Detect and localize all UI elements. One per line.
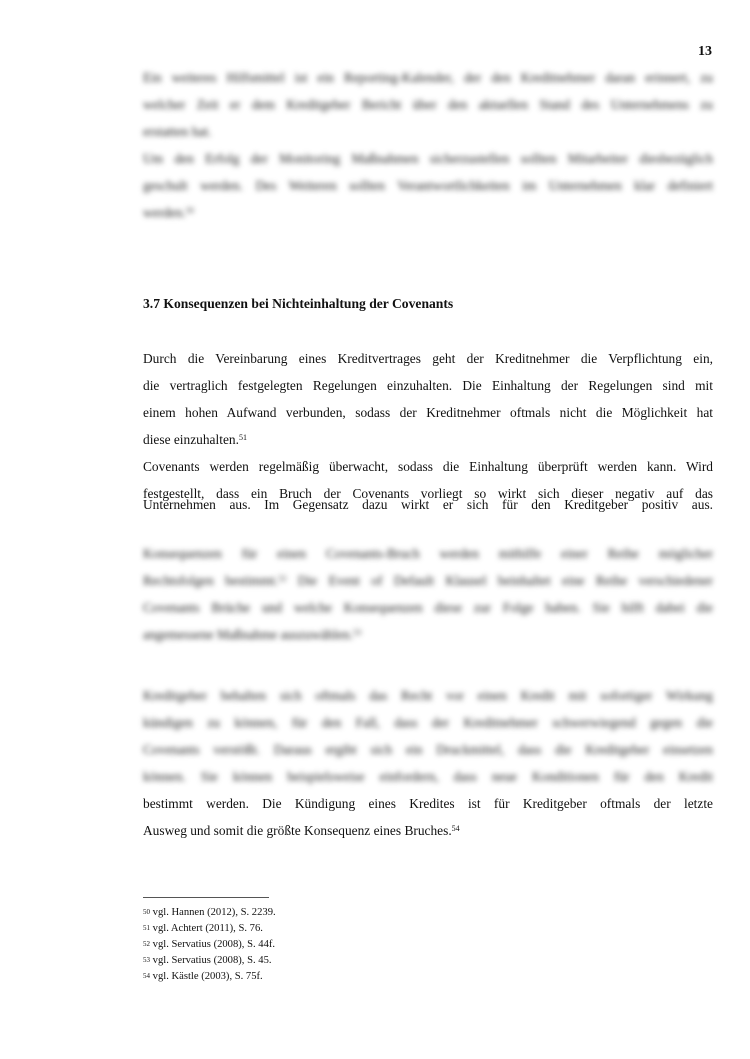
footnote-text: vgl. Hannen (2012), S. 2239. bbox=[152, 907, 276, 918]
text-fragment: Rechtsfolgen bestimmt. bbox=[143, 573, 279, 588]
text-fragment: diese einzuhalten. bbox=[143, 432, 239, 447]
text-line: Ein weiteres Hilfsmittel ist ein Reporting-Kalender, der den Kreditnehmer daran erinnert, zu bbox=[143, 70, 713, 85]
footnote-number: 54 bbox=[143, 972, 150, 980]
text-line: geschult werden. Des Weiteren sollten Verantwortlichkeiten im Unternehmen klar definiert bbox=[143, 178, 713, 193]
footnote-number: 53 bbox=[143, 956, 150, 964]
paragraph-2 bbox=[143, 453, 713, 512]
text-line: Covenants Brüche und welche Konsequenzen diese zur Folge haben. Sie hilft dabei die bbox=[143, 600, 713, 615]
text-fragment: Die Event of Default Klausel beinhaltet eine Reihe verschiedener bbox=[286, 573, 713, 588]
footnote-number: 50 bbox=[143, 908, 150, 916]
text-line: Konsequenzen für einen Covenants-Bruch werden mithilfe einer Reihe möglicher bbox=[143, 546, 713, 561]
text-line bbox=[143, 621, 713, 648]
footnote-number: 51 bbox=[143, 924, 150, 932]
footnote-ref: 53 bbox=[353, 628, 362, 637]
text-line: welcher Zeit er dem Kreditgeber Bericht über den aktuellen Stand des Unternehmens zu bbox=[143, 97, 713, 112]
text-line: können. Sie können beispielsweise einfordern, dass neue Konditionen für den Kredit bbox=[143, 769, 713, 784]
text-line: Kreditgeber behalten sich oftmals das Recht vor einen Kredit mit sofortiger Wirkung bbox=[143, 688, 713, 703]
text-line bbox=[143, 817, 713, 844]
text-line: Um den Erfolg der Monitoring Maßnahmen sicherzustellen sollten Mitarbeiter diesbezüglich bbox=[143, 151, 713, 166]
footnote bbox=[143, 905, 276, 921]
footnote-text: vgl. Servatius (2008), S. 45. bbox=[152, 955, 272, 966]
text-line bbox=[143, 426, 713, 453]
text-line: die vertraglich festgelegten Regelungen einzuhalten. Die Einhaltung der Regelungen sind mit bbox=[143, 378, 713, 393]
footnote-text: vgl. Kästle (2003), S. 75f. bbox=[152, 971, 263, 982]
blurred-top-paragraph bbox=[143, 64, 713, 226]
footnote bbox=[143, 921, 276, 937]
footnote-number: 52 bbox=[143, 940, 150, 948]
footnote bbox=[143, 953, 276, 969]
blurred-bottom-paragraph bbox=[143, 682, 713, 790]
footnote-text: vgl. Achtert (2011), S. 76. bbox=[152, 923, 263, 934]
text-line bbox=[143, 567, 713, 594]
footnote bbox=[143, 937, 276, 953]
footnote-ref: 54 bbox=[451, 824, 460, 833]
footnote-divider bbox=[143, 897, 269, 898]
blurred-middle-paragraph bbox=[143, 540, 713, 648]
text-line: Durch die Vereinbarung eines Kreditvertrages geht der Kreditnehmer die Verpflichtung ein, bbox=[143, 351, 713, 366]
clipped-text-line bbox=[143, 491, 713, 512]
text-line: Covenants verstößt. Daraus ergibt sich ein Druckmittel, dass die Kreditgeber einsetzen bbox=[143, 742, 713, 757]
text-fragment: werden. bbox=[143, 205, 186, 220]
paragraph-3 bbox=[143, 790, 713, 844]
footnote-ref: 51 bbox=[238, 433, 247, 442]
footnote-ref: 52 bbox=[278, 574, 287, 583]
text-line: einem hohen Aufwand verbunden, sodass der Kreditnehmer oftmals nicht die Möglichkeit hat bbox=[143, 405, 713, 420]
text-line: bestimmt werden. Die Kündigung eines Kredites ist für Kreditgeber oftmals der letzte bbox=[143, 796, 713, 811]
paragraph-1 bbox=[143, 345, 713, 453]
footnote-ref: 50 bbox=[185, 206, 194, 215]
text-line: erstatten hat. bbox=[143, 124, 212, 139]
page-number: 13 bbox=[698, 44, 712, 59]
footnote bbox=[143, 969, 276, 985]
text-line: Unternehmen aus. Im Gegensatz dazu wirkt er sich für den Kreditgeber positiv aus. bbox=[143, 497, 713, 512]
text-line: Covenants werden regelmäßig überwacht, sodass die Einhaltung überprüft werden kann. Wird bbox=[143, 459, 713, 474]
footnote-text: vgl. Servatius (2008), S. 44f. bbox=[152, 939, 276, 950]
text-line: kündigen zu können, für den Fall, dass der Kreditnehmer schwerwiegend gegen die bbox=[143, 715, 713, 730]
text-line bbox=[143, 199, 713, 226]
text-fragment: angemessene Maßnahme auszuwählen. bbox=[143, 627, 354, 642]
section-heading: 3.7 Konsequenzen bei Nichteinhaltung der Covenants bbox=[143, 296, 454, 311]
text-fragment: Ausweg und somit die größte Konsequenz eines Bruches. bbox=[143, 823, 452, 838]
text-line: festgestellt, dass ein Bruch der Covenants vorliegt so wirkt sich dieser negativ auf das bbox=[143, 486, 713, 501]
footnotes bbox=[143, 905, 276, 985]
